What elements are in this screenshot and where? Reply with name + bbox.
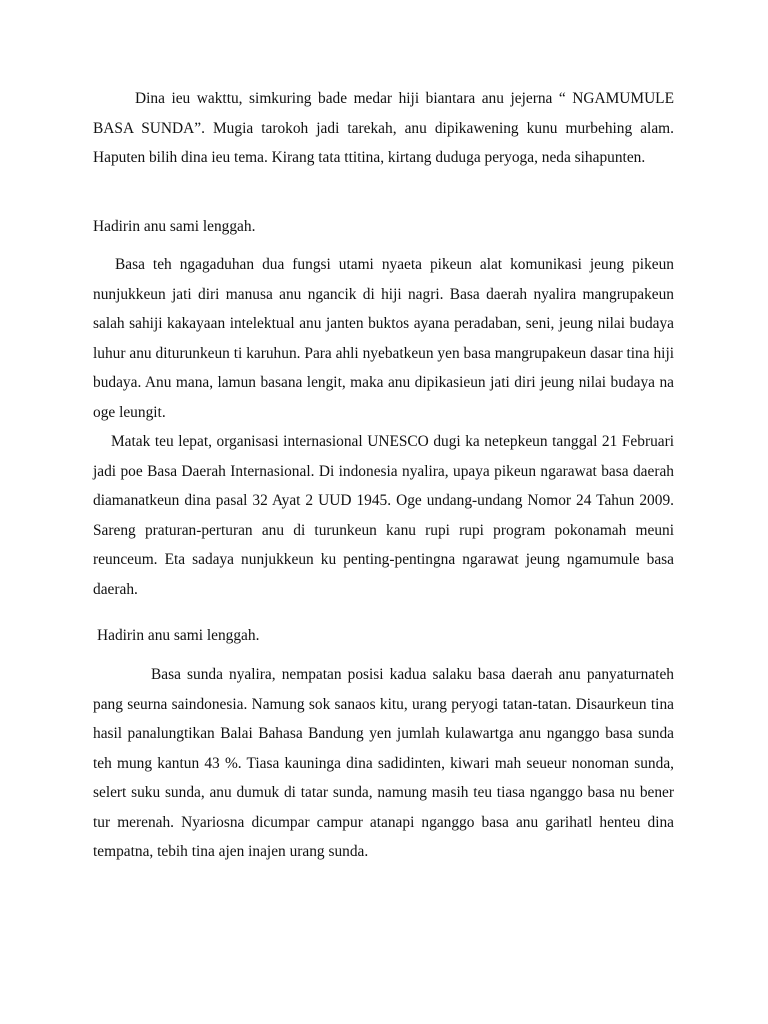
paragraph-text: Matak teu lepat, organisasi internasional UNESCO dugi ka netepkeun tanggal 21 Februari jadi poe Basa Daerah Internasional. Di indonesia nyalira, upaya pikeun ngarawat basa daerah diamanatkeun dina pasal 32 Ayat 2 UUD 1945. Oge undang-undang Nomor 24 Tahun 2009. Sareng praturan-perturan anu di turunkeun kanu rupi rupi program pokonamah meuni reunceum. Eta sadaya nunjukkeun ku penting-pentingna ngarawat jeung ngamumule basa daerah. — [93, 433, 674, 598]
paragraph-text: Basa teh ngagaduhan dua fungsi utami nyaeta pikeun alat komunikasi jeung pikeun nunjukkeun jati diri manusa anu ngancik di hiji nagri. Basa daerah nyalira mangrupakeun salah sahiji kakayaan intelektual anu janten buktos ayana peradaban, seni, jeung nilai budaya luhur anu diturunkeun ti karuhun. Para ahli nyebatkeun yen basa mangrupakeun dasar tina hiji budaya. Anu mana, lamun basana lengit, maka anu dipikasieun jati diri jeung nilai budaya na oge leungit. — [93, 256, 674, 421]
paragraph-opening — [93, 84, 674, 173]
paragraph-unesco — [93, 427, 674, 604]
paragraph-text: Hadirin anu sami lenggah. — [93, 218, 256, 235]
paragraph-text: Basa sunda nyalira, nempatan posisi kadua salaku basa daerah anu panyaturnateh pang seurna saindonesia. Namung sok sanaos kitu, urang peryogi tatan-tatan. Disaurkeun tina hasil panalungtikan Balai Bahasa Bandung yen jumlah kulawartga anu nganggo basa sunda teh mung kantun 43 %. Tiasa kauninga dina sadidinten, kiwari mah seueur nonoman sunda, selert suku sunda, anu dumuk di tatar sunda, namung masih teu tiasa nganggo basa nu bener tur merenah. Nyariosna dicumpar campur atanapi nganggo basa anu garihatl henteu dina tempatna, tebih tina ajen inajen urang sunda. — [93, 666, 674, 860]
paragraph-greeting-2 — [93, 621, 674, 651]
paragraph-language-function — [93, 250, 674, 427]
paragraph-text: Hadirin anu sami lenggah. — [97, 627, 260, 644]
paragraph-greeting — [93, 212, 674, 242]
paragraph-text: Dina ieu wakttu, simkuring bade medar hiji biantara anu jejerna “ NGAMUMULE BASA SUNDA”. Mugia tarokoh jadi tarekah, anu dipikawening kunu murbehing alam. Haputen bilih dina ieu tema. Kirang tata ttitina, kirtang duduga peryoga, neda sihapunten. — [93, 90, 674, 166]
paragraph-sundanese-status — [93, 660, 674, 867]
